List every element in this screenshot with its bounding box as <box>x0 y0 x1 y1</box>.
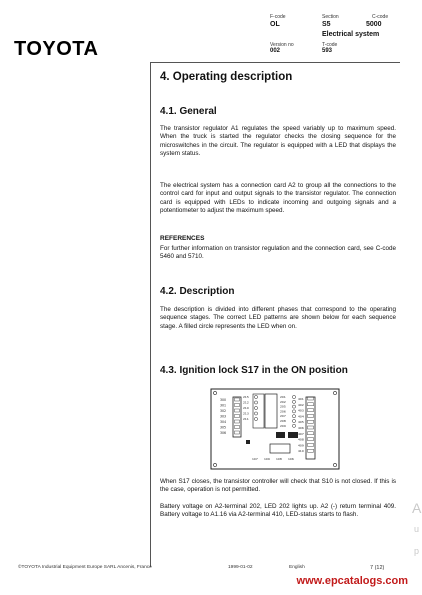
section-value: S5 <box>322 21 331 28</box>
terminal-label-302: 302 <box>220 409 227 413</box>
heading-description: 4.2. Description <box>160 286 235 297</box>
terminal-label-406: 406 <box>298 426 304 430</box>
version-label: Version no <box>270 42 294 48</box>
terminal-label-106: 106 <box>288 457 294 461</box>
footer-copyright: ©TOYOTA Industrial Equipment Europe SARL Ancenis, France <box>18 565 152 570</box>
terminal-label-407: 407 <box>298 431 304 436</box>
terminal-label-401: 401 <box>298 397 304 401</box>
terminal-label-304: 304 <box>220 420 227 424</box>
terminal-label-300: 300 <box>220 398 227 402</box>
general-paragraph-1: The transistor regulator A1 regulates the speed variably up to maximum speed. When the truck is started the regulator checks the closing sequence for the microswitches in the circuit. The regulator is equipped with a LED that displays the system status. <box>160 125 396 157</box>
heading-ignition-lock: 4.3. Ignition lock S17 in the ON position <box>160 365 348 376</box>
general-paragraph-2: The electrical system has a connection card A2 to group all the connections to the control card for input and output signals to the transistor regulator. The connection card is equipped with LEDs to indicate incoming and outgoing signals and a potentiometer to adjust the maximum speed. <box>160 182 396 214</box>
tcode-label: T-code <box>322 42 338 48</box>
ignition-paragraph-1: When S17 closes, the transistor controller will check that S10 is not closed. If this is the case, operation is not permitted. <box>160 478 396 494</box>
footer-page: 7 (12) <box>370 565 385 571</box>
margin-rule <box>150 62 151 567</box>
fcode-value: OL <box>270 21 280 28</box>
watermark-link[interactable]: www.epcatalogs.com <box>296 575 408 587</box>
tcode-value: 593 <box>322 48 333 54</box>
left-terminal-labels <box>220 398 226 435</box>
section-label: Section <box>322 14 339 20</box>
footer-date: 1999-01-02 <box>228 565 253 570</box>
terminal-label-211: 211 <box>243 417 249 421</box>
ccode-label: C-code <box>372 14 389 20</box>
heading-operating-description: 4. Operating description <box>160 71 293 83</box>
terminal-label-205: 205 <box>280 404 286 409</box>
terminal-label-215: 215 <box>243 395 249 399</box>
header-rule <box>150 62 400 63</box>
references-heading: REFERENCES <box>160 235 205 242</box>
terminal-label-301: 301 <box>220 403 227 408</box>
side-fragment-2: u <box>414 524 420 534</box>
references-paragraph: For further information on transistor regulation and the connection card, see C-code 5460 and 5710. <box>160 245 396 261</box>
terminal-label-403: 403 <box>298 408 304 413</box>
version-value: 002 <box>270 48 281 54</box>
side-fragment-3: p <box>414 546 420 556</box>
terminal-label-306: 306 <box>220 431 227 435</box>
terminal-label-109: 109 <box>264 457 270 461</box>
ccode-value: 5000 <box>366 21 382 28</box>
connection-card-diagram <box>210 388 340 470</box>
terminal-label-303: 303 <box>220 414 227 419</box>
terminal-label-206: 206 <box>280 409 286 414</box>
terminal-label-305: 305 <box>220 425 227 430</box>
toyota-logo: TOYOTA <box>14 38 99 60</box>
ignition-paragraph-2: Battery voltage on A2-terminal 202, LED 202 lights up. A2 (-) return terminal 409. Battery voltage to A1.16 via A2-terminal 410, LED-status starts to flash. <box>160 503 396 519</box>
terminal-label-108: 108 <box>276 457 282 461</box>
description-paragraph: The description is divided into different phases that correspond to the operating sequence stages. The correct LED patterns are shown below for each sequence stage. A filled circle represents the LED when on. <box>160 306 396 330</box>
terminal-label-209: 209 <box>280 423 286 428</box>
terminal-label-213: 213 <box>243 411 249 416</box>
terminal-label-409: 409 <box>298 443 304 448</box>
footer-language: English <box>289 565 305 570</box>
terminal-label-212: 212 <box>243 400 249 405</box>
terminal-label-402: 402 <box>298 402 304 407</box>
terminal-label-207: 207 <box>280 414 286 419</box>
terminal-label-404: 404 <box>298 414 304 419</box>
terminal-label-405: 405 <box>298 420 304 425</box>
terminal-label-202: 202 <box>280 399 286 404</box>
terminal-label-408: 408 <box>298 437 304 442</box>
terminal-label-410: 410 <box>298 449 304 454</box>
fcode-label: F-code <box>270 14 286 20</box>
terminal-label-201: 201 <box>280 395 286 399</box>
terminal-label-208: 208 <box>280 419 286 423</box>
side-fragment-1: A <box>412 500 422 516</box>
terminal-label-107: 107 <box>252 457 258 461</box>
heading-general: 4.1. General <box>160 106 217 117</box>
terminal-label-210: 210 <box>243 406 249 410</box>
document-title: Electrical system <box>322 31 380 38</box>
